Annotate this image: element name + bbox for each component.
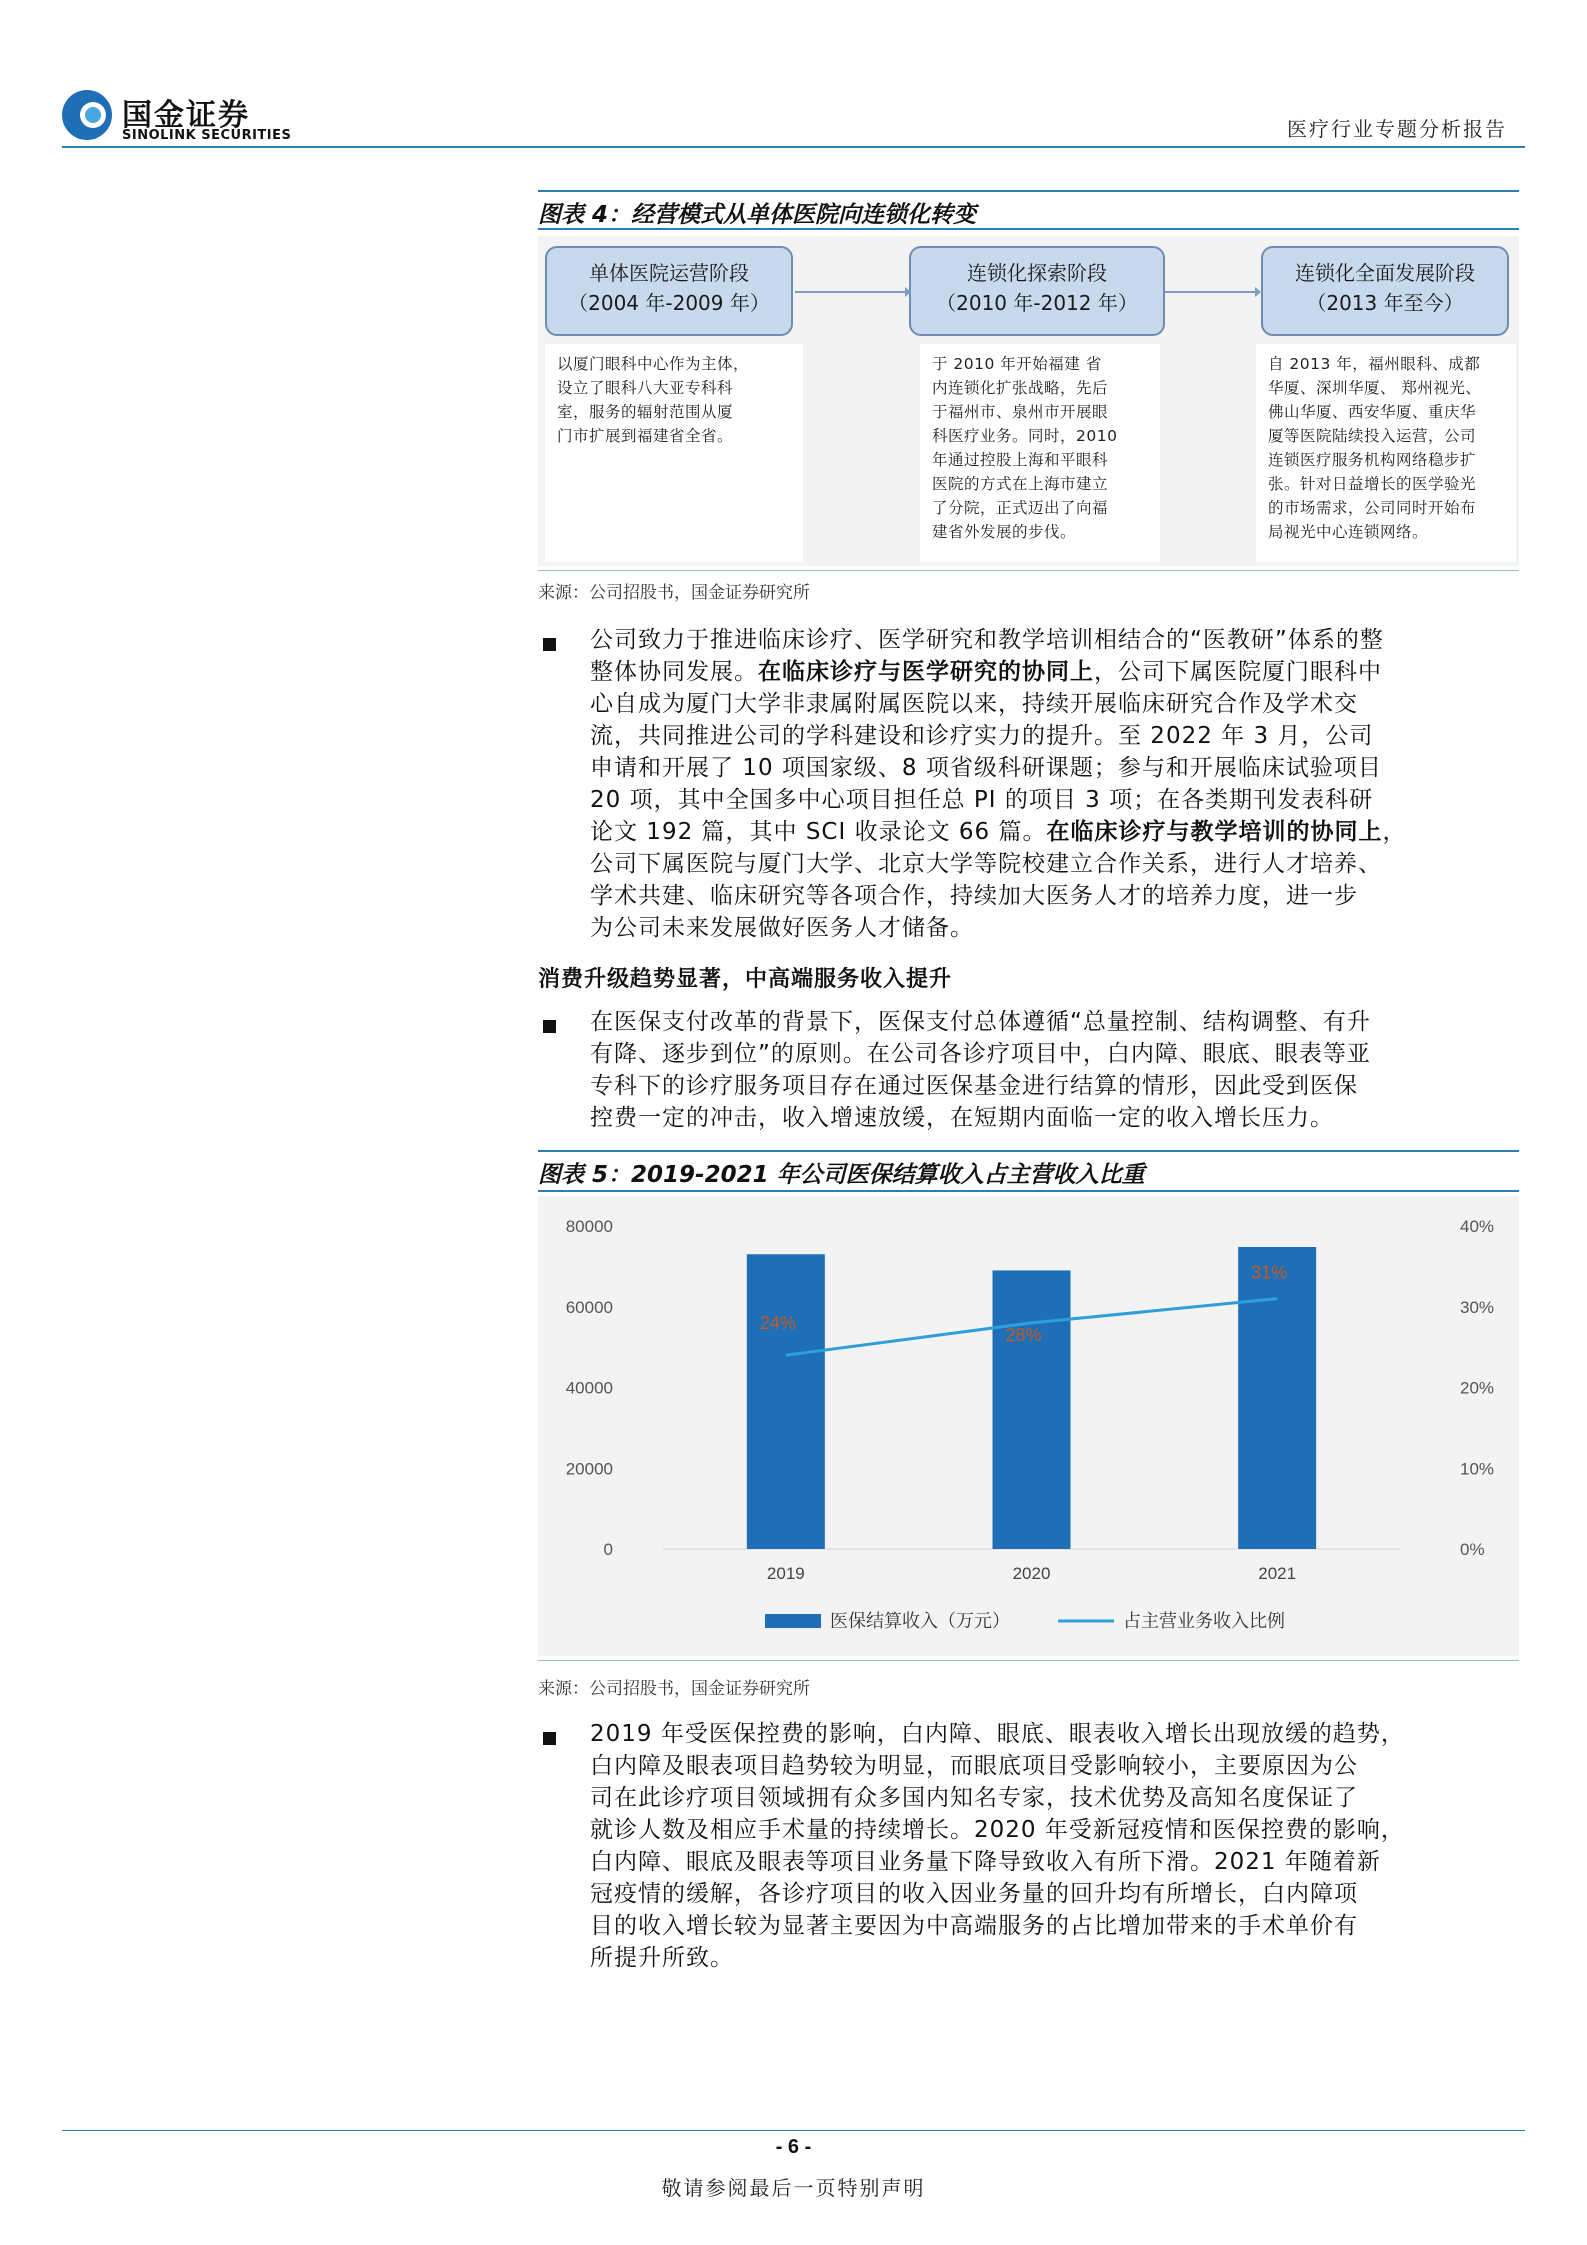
para2-line: 在医保支付改革的背景下，医保支付总体遵循“总量控制、结构调整、有升	[590, 1009, 1371, 1035]
stage-2-desc-line: 科医疗业务。同时，2010	[932, 427, 1118, 445]
stage-3-desc-line: 局视光中心连锁网络。	[1268, 523, 1429, 541]
paragraph-3	[590, 1718, 1520, 1974]
stage-1-desc-line: 室，服务的辐射范围从厦	[557, 403, 734, 421]
figure5-top-rule	[538, 1150, 1519, 1152]
para1-line: 心自成为厦门大学非隶属附属医院以来，持续开展临床研究合作及学术交	[590, 691, 1358, 717]
stage-1-desc-line: 设立了眼科八大亚专科科	[557, 379, 734, 397]
page-number: - 6 -	[775, 2136, 812, 2158]
y-right-tick-label: 20%	[1460, 1378, 1495, 1398]
figure4-title: 图表 4：经营模式从单体医院向连锁化转变	[538, 202, 977, 228]
y-right-tick-label: 40%	[1460, 1217, 1495, 1236]
stage-2-desc-line: 于福州市、泉州市开展眼	[932, 403, 1109, 421]
para3-line: 白内障、眼底及眼表等项目业务量下降导致收入有所下滑。2021 年随着新	[590, 1849, 1381, 1875]
y-left-tick-label: 20000	[565, 1459, 613, 1479]
stage-3-name: 连锁化全面发展阶段	[1295, 261, 1475, 285]
stage-1-description	[545, 344, 803, 562]
logo-text-en: SINOLINK SECURITIES	[122, 128, 292, 143]
para1-line: 论文 192 篇，其中 SCI 收录论文 66 篇。在临床诊疗与教学培训的协同上，	[590, 819, 1407, 845]
bar-medical-insurance-revenue	[747, 1254, 825, 1549]
para1-line: 整体协同发展。在临床诊疗与医学研究的协同上，公司下属医院厦门眼科中	[590, 659, 1382, 685]
para3-line: 就诊人数及相应手术量的持续增长。2020 年受新冠疫情和医保控费的影响，	[590, 1817, 1405, 1843]
ratio-data-label: 24%	[759, 1313, 796, 1334]
para2-line: 专科下的诊疗服务项目存在通过医保基金进行结算的情形，因此受到医保	[590, 1073, 1358, 1099]
y-left-tick-label: 0	[603, 1540, 613, 1559]
x-tick-label: 2021	[1258, 1564, 1297, 1583]
para1-line: 20 项，其中全国多中心项目担任总 PI 的项目 3 项；在各类期刊发表科研	[590, 787, 1374, 813]
stage-3-desc-line: 的市场需求，公司同时开始布	[1268, 499, 1477, 517]
figure4-source: 来源：公司招股书，国金证券研究所	[538, 583, 810, 603]
figure5-bottom-rule	[538, 1660, 1519, 1661]
stage-2-desc-line: 了分院，正式迈出了向福	[932, 499, 1109, 517]
para1-line: 学术共建、临床研究等各项合作，持续加大医务人才的培养力度，进一步	[590, 883, 1358, 909]
stage-box-3	[1261, 246, 1509, 336]
y-left-tick-label: 40000	[565, 1378, 613, 1398]
para3-line: 目的收入增长较为显著主要因为中高端服务的占比增加带来的手术单价有	[590, 1913, 1358, 1939]
logo-mark-dot	[85, 107, 101, 123]
stage-2-description	[920, 344, 1160, 562]
header-divider	[62, 146, 1525, 148]
ratio-data-label: 28%	[1005, 1324, 1042, 1345]
para1-line: 流，共同推进公司的学科建设和诊疗实力的提升。至 2022 年 3 月，公司	[590, 723, 1374, 749]
stage-3-desc-line: 厦等医院陆续投入运营，公司	[1268, 427, 1477, 445]
bullet-marker	[543, 1732, 556, 1745]
stage-1-desc-line: 门市扩展到福建省全省。	[557, 427, 734, 445]
y-left-tick-label: 60000	[565, 1297, 613, 1317]
stage-2-desc-line: 于 2010 年开始福建 省	[932, 355, 1102, 373]
figure4-top-rule	[538, 190, 1519, 192]
para3-line: 2019 年受医保控费的影响，白内障、眼底、眼表收入增长出现放缓的趋势，	[590, 1721, 1405, 1747]
bullet-marker	[543, 1020, 556, 1033]
para3-line: 所提升所致。	[590, 1945, 734, 1971]
stage-2-desc-line: 内连锁化扩张战略，先后	[932, 379, 1109, 397]
stage-2-period: （2010 年-2012 年）	[936, 291, 1138, 315]
para2-line: 有降、逐步到位”的原则。在公司各诊疗项目中，白内障、眼底、眼表等亚	[590, 1041, 1371, 1067]
para2-line: 控费一定的冲击，收入增速放缓，在短期内面临一定的收入增长压力。	[590, 1105, 1334, 1131]
stage-1-desc-line: 以厦门眼科中心作为主体，	[557, 355, 750, 373]
revenue-ratio-chart	[538, 1196, 1519, 1656]
figure4-bottom-rule	[538, 570, 1519, 571]
y-right-tick-label: 10%	[1460, 1459, 1495, 1479]
legend-swatch-bar	[765, 1614, 821, 1628]
arrow-1-head	[905, 287, 911, 297]
legend-label-bar: 医保结算收入（万元）	[830, 1611, 1010, 1632]
stage-3-desc-line: 自 2013 年，福州眼科、成都	[1268, 355, 1481, 373]
report-title: 医疗行业专题分析报告	[1287, 117, 1507, 141]
ratio-data-label: 31%	[1251, 1262, 1288, 1283]
stage-3-period: （2013 年至今）	[1306, 291, 1464, 315]
stage-1-name: 单体医院运营阶段	[589, 261, 749, 285]
stage-arrows	[793, 280, 1263, 310]
stage-3-description	[1256, 344, 1516, 562]
stage-2-desc-line: 建省外发展的步伐。	[932, 523, 1077, 541]
figure5-title-rule	[538, 1190, 1519, 1192]
bar-medical-insurance-revenue	[993, 1270, 1071, 1549]
bullet-marker	[543, 638, 556, 651]
para1-line: 公司下属医院与厦门大学、北京大学等院校建立合作关系，进行人才培养、	[590, 851, 1382, 877]
figure4-title-rule	[538, 228, 1519, 230]
y-right-tick-label: 30%	[1460, 1297, 1495, 1317]
x-tick-label: 2019	[766, 1564, 805, 1583]
arrow-2-head	[1255, 287, 1261, 297]
disclaimer-note: 敬请参阅最后一页特别声明	[661, 2176, 926, 2200]
stage-3-desc-line: 佛山华厦、西安华厦、重庆华	[1268, 403, 1477, 421]
section-heading: 消费升级趋势显著，中高端服务收入提升	[538, 967, 953, 992]
para3-line: 冠疫情的缓解，各诊疗项目的收入因业务量的回升均有所增长，白内障项	[590, 1881, 1358, 1907]
figure5-title: 图表 5：2019-2021 年公司医保结算收入占主营收入比重	[538, 1162, 1145, 1188]
legend-label-line: 占主营业务收入比例	[1123, 1611, 1285, 1632]
y-left-tick-label: 80000	[565, 1217, 613, 1236]
para1-line: 申请和开展了 10 项国家级、8 项省级科研课题；参与和开展临床试验项目	[590, 755, 1382, 781]
stage-2-desc-line: 年通过控股上海和平眼科	[932, 451, 1109, 469]
bar-medical-insurance-revenue	[1238, 1247, 1316, 1549]
para3-line: 白内障及眼表项目趋势较为明显，而眼底项目受影响较小，主要原因为公	[590, 1753, 1358, 1779]
logo-text-cn: 国金证券	[122, 98, 250, 133]
x-tick-label: 2020	[1012, 1564, 1051, 1583]
para3-line: 司在此诊疗项目领域拥有众多国内知名专家，技术优势及高知名度保证了	[590, 1785, 1358, 1811]
paragraph-1	[590, 624, 1520, 944]
stage-1-period: （2004 年-2009 年）	[568, 291, 770, 315]
paragraph-2	[590, 1006, 1520, 1134]
y-right-tick-label: 0%	[1460, 1540, 1485, 1559]
stage-3-desc-line: 华厦、深圳华厦、 郑州视光、	[1268, 379, 1482, 397]
stage-2-name: 连锁化探索阶段	[967, 261, 1107, 285]
para1-line: 为公司未来发展做好医务人才储备。	[590, 915, 974, 941]
figure5-source: 来源：公司招股书，国金证券研究所	[538, 1679, 810, 1699]
stage-2-desc-line: 医院的方式在上海市建立	[932, 475, 1109, 493]
stage-3-desc-line: 张。针对日益增长的医学验光	[1268, 475, 1477, 493]
para1-line: 公司致力于推进临床诊疗、医学研究和教学培训相结合的“医教研”体系的整	[590, 627, 1384, 653]
stage-3-desc-line: 连锁医疗服务机构网络稳步扩	[1268, 451, 1477, 469]
stage-box-1	[545, 246, 793, 336]
footer-divider	[62, 2130, 1525, 2131]
